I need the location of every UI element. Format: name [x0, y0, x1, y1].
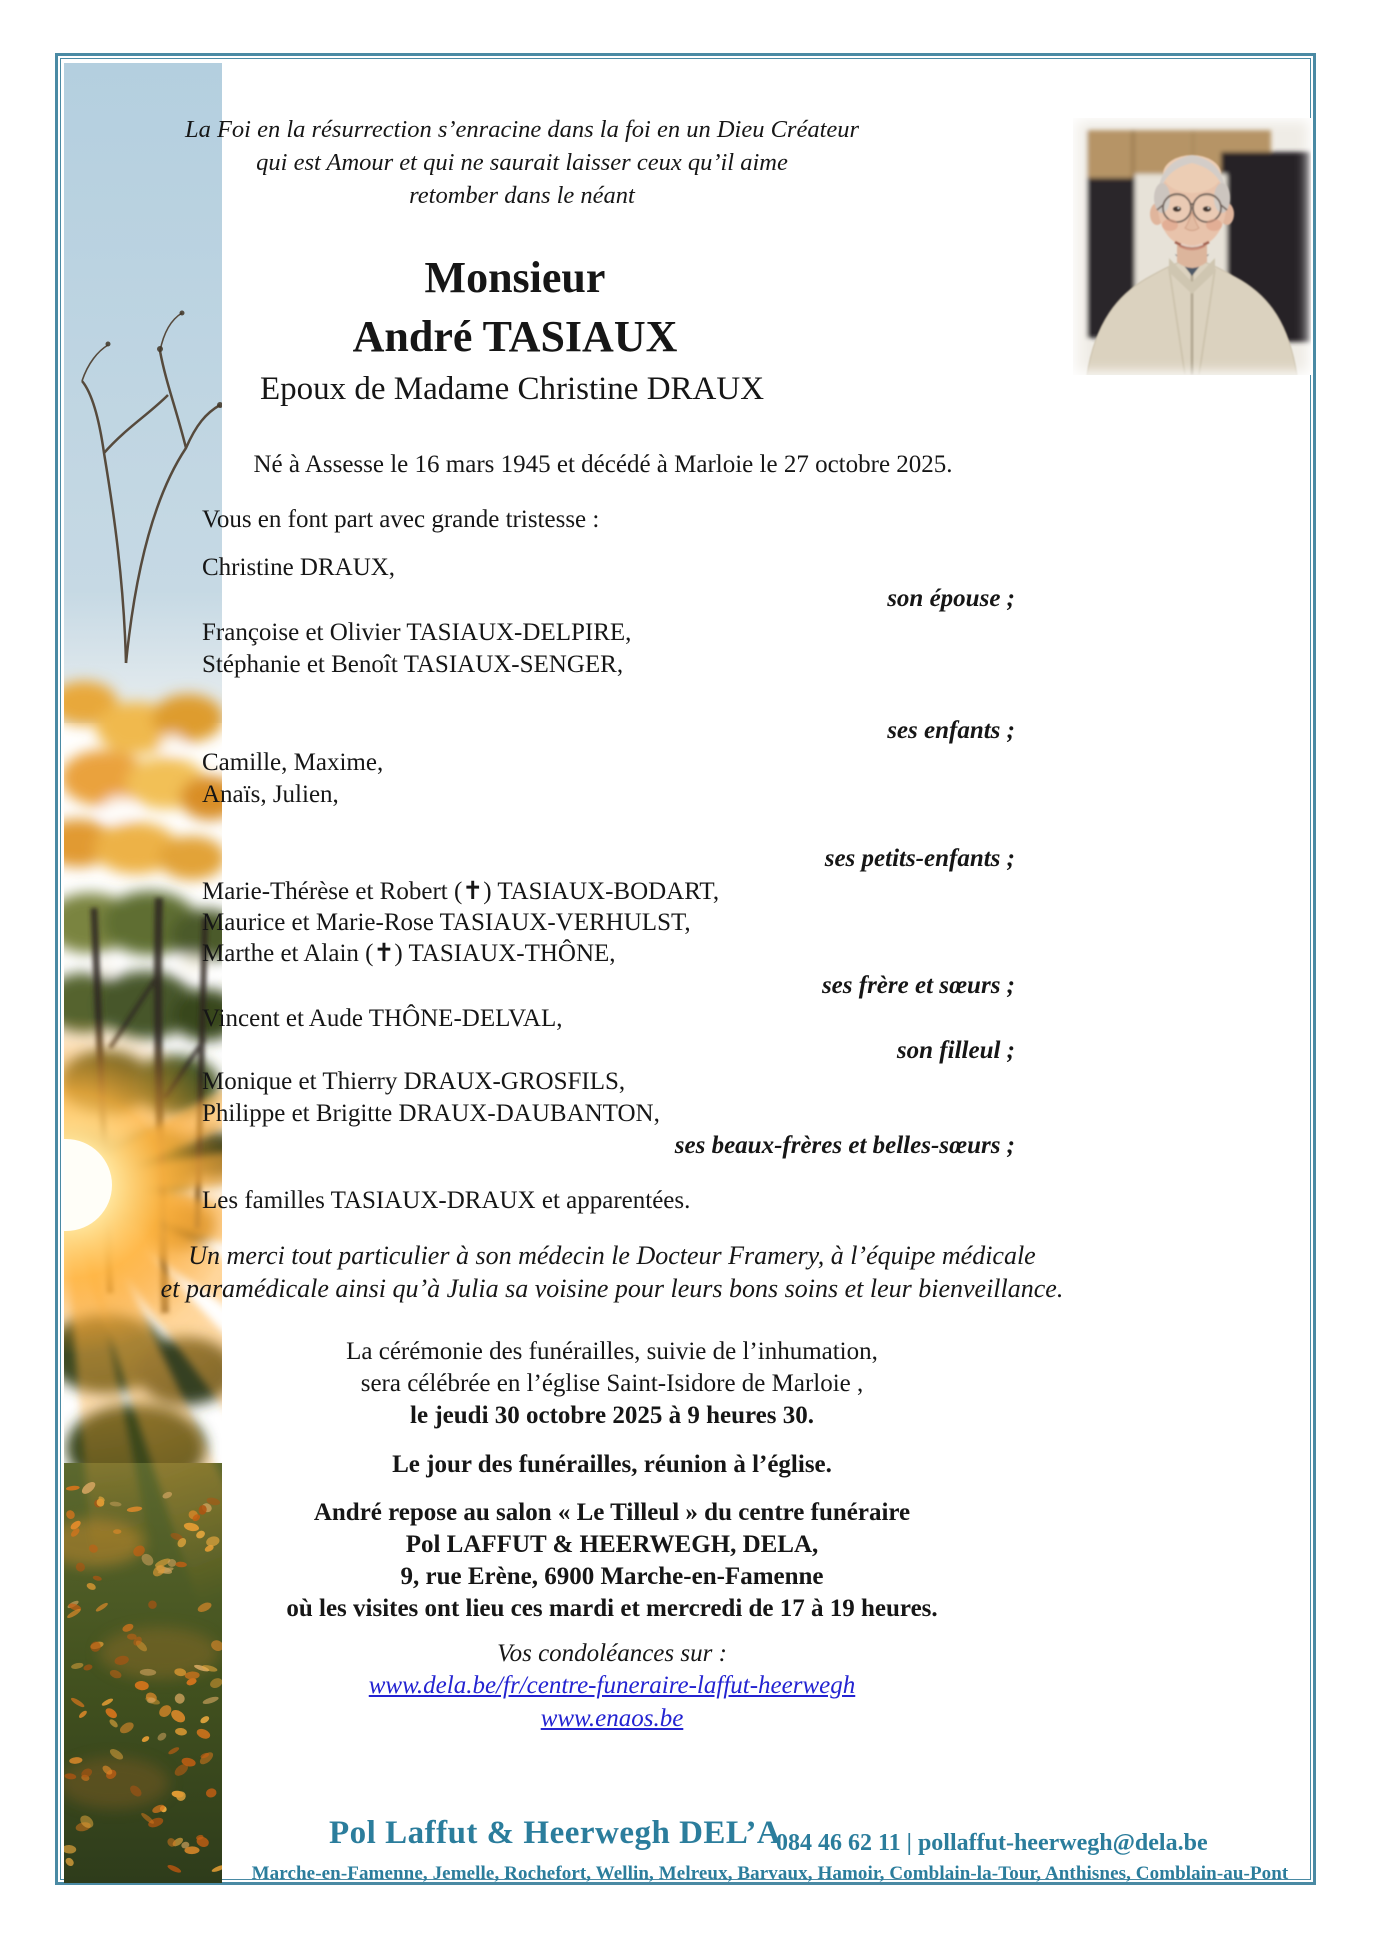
- opening-quote-line-3: retomber dans le néant: [409, 182, 635, 209]
- family-name: Monique et Thierry DRAUX-GROSFILS,: [202, 1068, 626, 1095]
- condolences-label: Vos condoléances sur :: [497, 1640, 727, 1667]
- opening-quote-line-2: qui est Amour et qui ne saurait laisser ceux qu’il aime: [256, 149, 788, 176]
- family-name: Maurice et Marie-Rose TASIAUX-VERHULST,: [202, 909, 691, 936]
- footer-towns: Marche-en-Famenne, Jemelle, Rochefort, Wellin, Melreux, Barvaux, Hamoir, Comblain-la-Tour, Anthisnes, Comblain-au-Pont: [251, 1863, 1289, 1884]
- family-name: Stéphanie et Benoît TASIAUX-SENGER,: [202, 651, 624, 678]
- footer-contact: 084 46 62 11 | pollaffut-heerwegh@dela.be: [776, 1830, 1208, 1856]
- family-name: Camille, Maxime,: [202, 749, 384, 776]
- autumn-photo-strip: [64, 63, 222, 1883]
- relation-label: son épouse ;: [887, 585, 1015, 612]
- ceremony-line-2: sera célébrée en l’église Saint-Isidore de Marloie ,: [360, 1370, 864, 1397]
- funeral-home-logo: Pol Laffut & Heerwegh DEL’A: [329, 1815, 782, 1851]
- family-name: Marie-Thérèse et Robert (✝) TASIAUX-BODART,: [202, 878, 720, 905]
- deceased-name: André TASIAUX: [352, 312, 678, 361]
- family-name: Christine DRAUX,: [202, 554, 396, 581]
- relation-label: ses enfants ;: [887, 717, 1015, 744]
- family-name: Vincent et Aude THÔNE-DELVAL,: [202, 1005, 563, 1032]
- ceremony-date-line: le jeudi 30 octobre 2025 à 9 heures 30.: [410, 1402, 814, 1429]
- family-name: Philippe et Brigitte DRAUX-DAUBANTON,: [202, 1100, 660, 1127]
- funeral-home-name: Pol LAFFUT & HEERWEGH, DELA,: [405, 1531, 819, 1558]
- family-name: Marthe et Alain (✝) TASIAUX-THÔNE,: [202, 940, 616, 967]
- relation-label: ses beaux-frères et belles-sœurs ;: [674, 1132, 1015, 1159]
- family-name: Françoise et Olivier TASIAUX-DELPIRE,: [202, 619, 632, 646]
- relation-label: ses petits-enfants ;: [824, 845, 1015, 872]
- portrait-art: [1073, 118, 1311, 375]
- spouse-line: Epoux de Madame Christine DRAUX: [259, 371, 765, 407]
- condolences-link-enaos[interactable]: www.enaos.be: [540, 1705, 684, 1732]
- ceremony-line-1: La cérémonie des funérailles, suivie de l’inhumation,: [346, 1338, 878, 1365]
- condolences-link-dela[interactable]: www.dela.be/fr/centre-funeraire-laffut-heerwegh: [368, 1672, 856, 1699]
- relation-label: ses frère et sœurs ;: [821, 972, 1015, 999]
- opening-quote-line-1: La Foi en la résurrection s’enracine dans la foi en un Dieu Créateur: [184, 116, 860, 143]
- family-name: Anaïs, Julien,: [202, 781, 339, 808]
- visits-line: où les visites ont lieu ces mardi et mercredi de 17 à 19 heures.: [286, 1595, 938, 1622]
- title-civility: Monsieur: [424, 253, 606, 302]
- portrait-photo: [1073, 118, 1311, 375]
- relation-label: son filleul ;: [896, 1037, 1015, 1064]
- announcement-intro: Vous en font part avec grande tristesse :: [202, 506, 600, 533]
- funeral-home-address: 9, rue Erène, 6900 Marche-en-Famenne: [400, 1563, 824, 1590]
- autumn-photo-art: [64, 63, 222, 1883]
- thanks-line-2: et paramédicale ainsi qu’à Julia sa voisine pour leurs bons soins et leur bienveillance.: [160, 1274, 1064, 1303]
- birth-death-line: Né à Assesse le 16 mars 1945 et décédé à Marloie le 27 octobre 2025.: [253, 451, 953, 478]
- families-line: Les familles TASIAUX-DRAUX et apparentées.: [202, 1187, 691, 1214]
- repose-line-1: André repose au salon « Le Tilleul » du centre funéraire: [313, 1499, 911, 1526]
- thanks-line-1: Un merci tout particulier à son médecin le Docteur Framery, à l’équipe médicale: [188, 1241, 1036, 1270]
- meeting-line: Le jour des funérailles, réunion à l’église.: [392, 1451, 832, 1478]
